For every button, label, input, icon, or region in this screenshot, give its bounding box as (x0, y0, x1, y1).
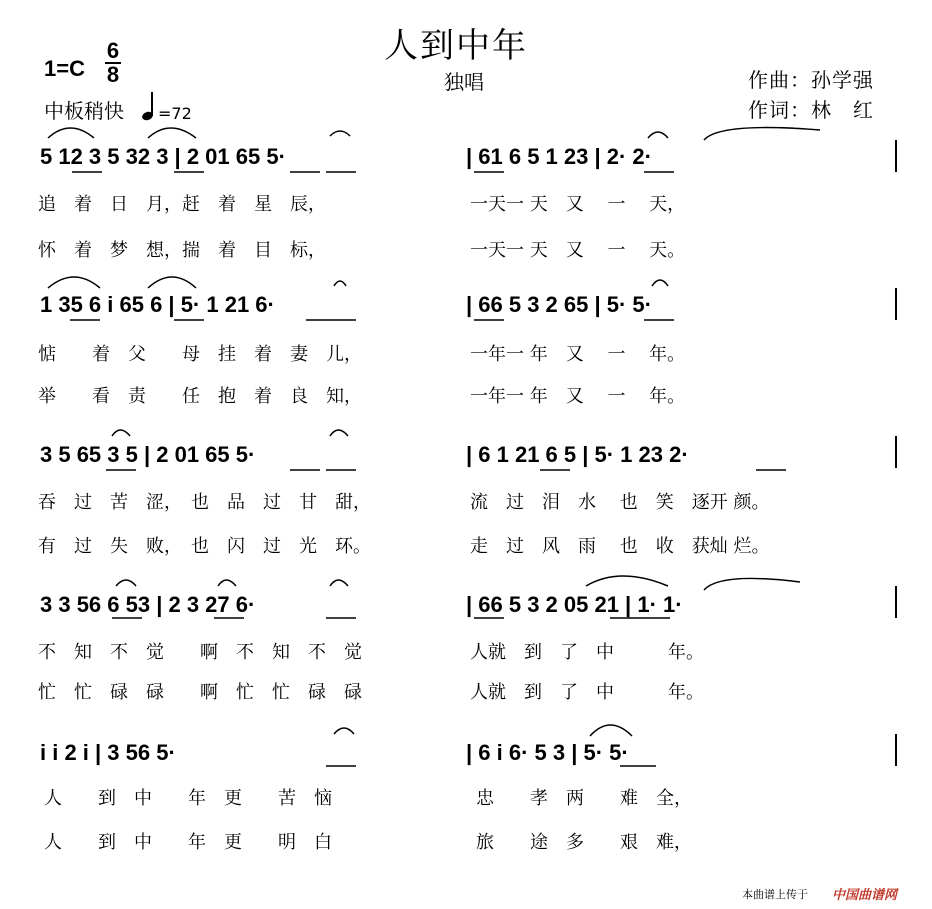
lyric-row-3b-right: 走 过 风 雨 也 收 获灿 烂。 (470, 536, 770, 557)
slur (48, 128, 94, 138)
lyric-row-2a-left: 惦 着 父 母 挂 着 妻 儿， (38, 344, 362, 365)
notation-row-1-left: 5 12 3 5 32 3 | 2 01 65 5· (40, 144, 286, 169)
lyric-row-2b-right: 一年一 年 又 一 年。 (470, 386, 686, 407)
tempo-label: 中板稍快 (44, 99, 124, 123)
lyric-row-2a-right: 一年一 年 又 一 年。 (470, 344, 686, 365)
composer-credit: 作曲：孙学强 (748, 68, 874, 92)
slur (334, 728, 354, 734)
slur (218, 580, 236, 586)
notation-row-4-right: | 66 5 3 2 05 21 | 1· 1· (466, 592, 683, 617)
tempo-bpm: =72 (158, 104, 192, 123)
notation-row-1-right: | 61 6 5 1 23 | 2· 2· (466, 144, 652, 169)
slur (116, 580, 136, 586)
slur (330, 131, 350, 136)
footer-upload-note: 本曲谱上传于 (742, 888, 808, 901)
slur (148, 277, 196, 288)
notation-row-5-right: | 6 i 6· 5 3 | 5· 5· (466, 740, 629, 765)
lyric-row-5b-left: 人 到 中 年 更 明 白 (44, 832, 332, 853)
song-title: 人到中年 (384, 26, 528, 66)
tie (704, 578, 800, 590)
tie (704, 128, 820, 140)
lyric-row-1b-right: 一天一 天 又 一 天。 (470, 240, 686, 261)
lyric-row-5a-right: 忠 孝 两 难 全， (476, 788, 692, 809)
lyric-row-5b-right: 旅 途 多 艰 难， (476, 832, 692, 853)
slur (330, 430, 348, 436)
lyric-row-3b-left: 有 过 失 败， 也 闪 过 光 环。 (38, 536, 371, 557)
lyric-row-3a-right: 流 过 泪 水 也 笑 逐开 颜。 (470, 492, 770, 513)
slur (590, 725, 632, 736)
lyric-row-1b-left: 怀 着 梦 想，揣 着 目 标， (38, 240, 326, 261)
lyric-row-4b-left: 忙 忙 碌 碌 啊 忙 忙 碌 碌 (38, 682, 362, 703)
notation-row-4-left: 3 3 56 6 53 | 2 3 27 6· (40, 592, 256, 617)
slur (48, 277, 100, 288)
notation-row-2-right: | 66 5 3 2 65 | 5· 5· (466, 292, 652, 317)
lyric-row-4a-right: 人就 到 了 中 年。 (470, 642, 704, 663)
site-logo: 中国曲谱网 (832, 888, 898, 903)
notation-row-3-left: 3 5 65 3 5 | 2 01 65 5· (40, 442, 256, 467)
slur (112, 430, 130, 436)
lyric-row-4a-left: 不 知 不 觉 啊 不 知 不 觉 (38, 642, 362, 663)
meter-bottom: 8 (106, 62, 120, 87)
lyric-row-5a-left: 人 到 中 年 更 苦 恼 (44, 788, 332, 809)
lyricist-credit: 作词：林 红 (748, 98, 874, 122)
notation-row-3-right: | 6 1 21 6 5 | 5· 1 23 2· (466, 442, 689, 467)
slur (330, 580, 348, 586)
notation-row-5-left: i i 2 i | 3 56 5· (40, 740, 176, 765)
lyric-row-4b-right: 人就 到 了 中 年。 (470, 682, 704, 703)
slur (334, 281, 346, 286)
key-label: 1=C (44, 56, 85, 81)
note-underlines (70, 172, 786, 766)
song-subtitle: 独唱 (444, 70, 484, 94)
meter-top: 6 (106, 38, 120, 63)
lyric-row-1a-left: 追 着 日 月，赶 着 星 辰， (38, 194, 326, 215)
lyric-row-1a-right: 一天一 天 又 一 天， (470, 194, 686, 215)
slur (652, 280, 668, 286)
lyric-row-2b-left: 举 看 责 任 抱 着 良 知， (38, 386, 362, 407)
slur (148, 128, 196, 138)
slur (586, 576, 668, 586)
lyric-row-3a-left: 吞 过 苦 涩， 也 品 过 甘 甜， (38, 492, 371, 513)
notation-row-2-left: 1 35 6 i 65 6 | 5· 1 21 6· (40, 292, 275, 317)
slur (648, 132, 668, 138)
